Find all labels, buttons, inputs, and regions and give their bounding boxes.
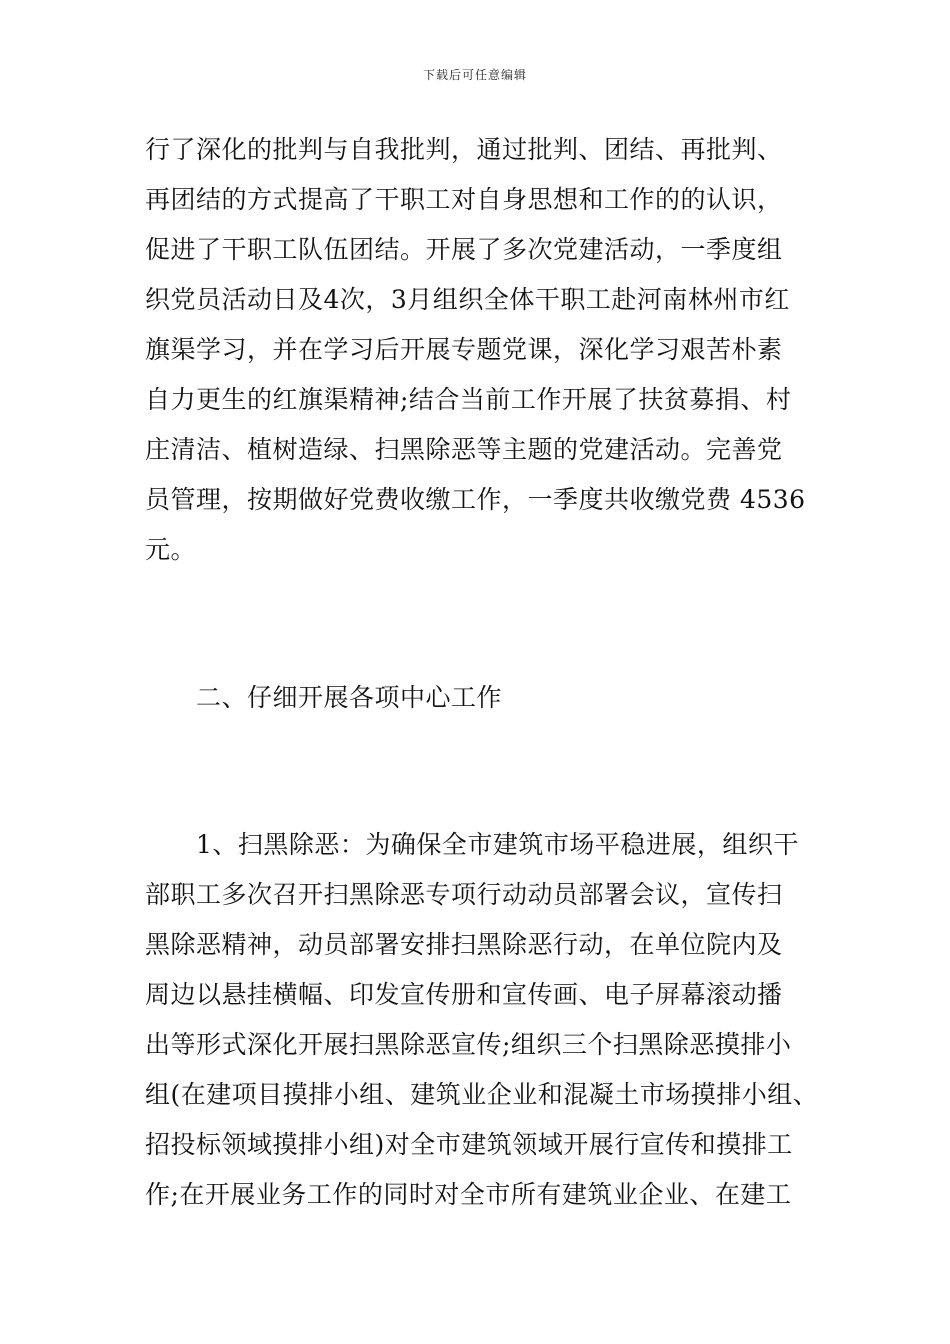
paragraph-line: 周边以悬挂横幅、印发宣传册和宣传画、电子屏幕滚动播 (145, 980, 783, 1009)
paragraph-line: 元。 (145, 535, 197, 564)
paragraph-anti-crime (145, 820, 825, 1220)
paragraph-line: 部职工多次召开扫黑除恶专项行动动员部署会议，宣传扫 (145, 880, 783, 909)
paragraph-line: 出等形式深化开展扫黑除恶宣传;组织三个扫黑除恶摸排小 (145, 1030, 792, 1059)
paragraph-line: 员管理，按期做好党费收缴工作，一季度共收缴党费 4536 (145, 485, 806, 514)
paragraph-line: 1、扫黑除恶：为确保全市建筑市场平稳进展，组织干 (145, 830, 799, 859)
paragraph-line: 旗渠学习，并在学习后开展专题党课，深化学习艰苦朴素 (145, 335, 783, 364)
paragraph-line: 作;在开展业务工作的同时对全市所有建筑业企业、在建工 (145, 1180, 792, 1209)
paragraph-line: 织党员活动日及4次，3月组织全体干职工赴河南林州市红 (145, 285, 790, 314)
page-header-note: 下载后可任意编辑 (422, 68, 527, 82)
paragraph-party-building (145, 125, 825, 575)
paragraph-line: 促进了干职工队伍团结。开展了多次党建活动，一季度组 (145, 235, 783, 264)
section-heading-text: 二、仔细开展各项中心工作 (145, 683, 503, 712)
paragraph-line: 黑除恶精神，动员部署安排扫黑除恶行动，在单位院内及 (145, 930, 783, 959)
paragraph-line: 招投标领域摸排小组)对全市建筑领域开展行宣传和摸排工 (145, 1130, 793, 1159)
paragraph-line: 组(在建项目摸排小组、建筑业企业和混凝土市场摸排小组、 (145, 1080, 819, 1109)
section-heading (145, 673, 825, 723)
paragraph-line: 庄清洁、植树造绿、扫黑除恶等主题的党建活动。完善党 (145, 435, 783, 464)
paragraph-line: 行了深化的批判与自我批判，通过批判、团结、再批判、 (145, 135, 783, 164)
paragraph-line: 自力更生的红旗渠精神;结合当前工作开展了扶贫募捐、村 (145, 385, 792, 414)
paragraph-line: 再团结的方式提高了干职工对自身思想和工作的的认识， (145, 185, 783, 214)
